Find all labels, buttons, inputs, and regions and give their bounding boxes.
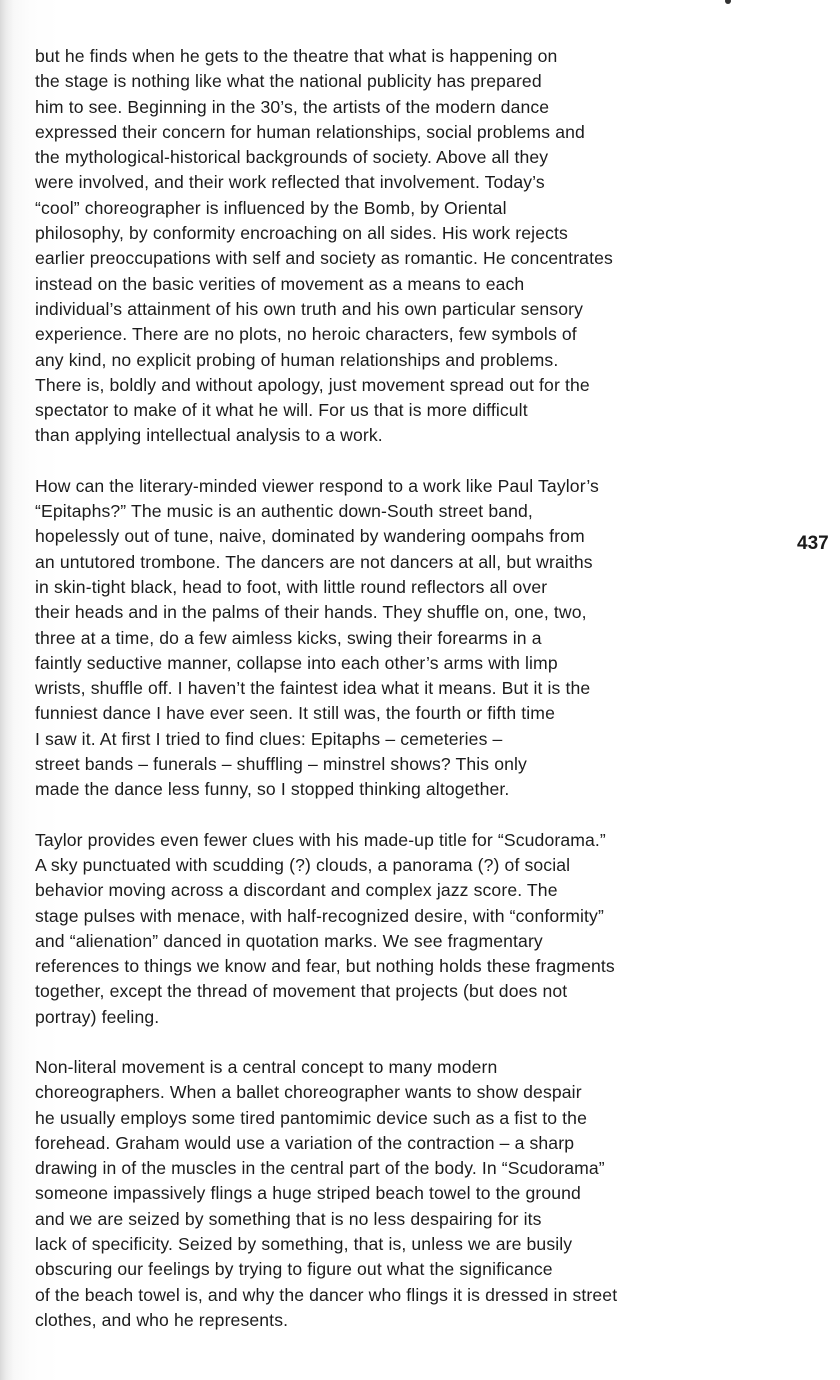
text-line: experience. There are no plots, no heroic characters, few symbols of	[35, 324, 577, 345]
text-line: someone impassively flings a huge striped beach towel to the ground	[35, 1183, 581, 1204]
text-line: forehead. Graham would use a variation of the contraction – a sharp	[35, 1132, 575, 1153]
corner-ink-mark	[725, 0, 731, 4]
text-line: wrists, shuffle off. I haven’t the faintest idea what it means. But it is the	[35, 678, 591, 699]
text-line: earlier preoccupations with self and society as romantic. He concentrates	[35, 248, 613, 269]
text-line: in skin-tight black, head to foot, with little round reflectors all over	[35, 576, 548, 597]
text-line: choreographers. When a ballet choreographer wants to show despair	[35, 1082, 582, 1103]
text-line: How can the literary-minded viewer respond to a work like Paul Taylor’s	[35, 475, 599, 496]
text-line: any kind, no explicit probing of human relationships and problems.	[35, 349, 559, 370]
text-line: clothes, and who he represents.	[35, 1309, 289, 1330]
text-line: the stage is nothing like what the national publicity has prepared	[35, 71, 542, 92]
text-line: faintly seductive manner, collapse into each other’s arms with limp	[35, 652, 558, 673]
paragraph-4	[35, 1055, 715, 1333]
text-line: “Epitaphs?” The music is an authentic down-South street band,	[35, 501, 533, 522]
text-column	[35, 44, 715, 1358]
text-line: expressed their concern for human relationships, social problems and	[35, 121, 585, 142]
text-line: Taylor provides even fewer clues with his made-up title for “Scudorama.”	[35, 829, 606, 850]
text-line: and we are seized by something that is no less despairing for its	[35, 1208, 542, 1229]
text-line: made the dance less funny, so I stopped thinking altogether.	[35, 779, 510, 800]
text-line: than applying intellectual analysis to a work.	[35, 425, 383, 446]
text-line: stage pulses with menace, with half-recognized desire, with “conformity”	[35, 905, 604, 926]
text-line: him to see. Beginning in the 30’s, the artists of the modern dance	[35, 96, 550, 117]
text-line: references to things we know and fear, but nothing holds these fragments	[35, 956, 615, 977]
text-line: drawing in of the muscles in the central part of the body. In “Scudorama”	[35, 1158, 605, 1179]
text-line: the mythological-historical backgrounds of society. Above all they	[35, 147, 549, 168]
text-line: I saw it. At first I tried to find clues: Epitaphs – cemeteries –	[35, 728, 503, 749]
text-line: “cool” choreographer is influenced by the Bomb, by Oriental	[35, 197, 507, 218]
text-line: their heads and in the palms of their hands. They shuffle on, one, two,	[35, 602, 587, 623]
text-line: Non-literal movement is a central concept to many modern	[35, 1056, 498, 1077]
text-line: funniest dance I have ever seen. It still was, the fourth or fifth time	[35, 703, 555, 724]
text-line: individual’s attainment of his own truth and his own particular sensory	[35, 298, 584, 319]
text-line: an untutored trombone. The dancers are not dancers at all, but wraiths	[35, 551, 593, 572]
text-line: were involved, and their work reflected that involvement. Today’s	[35, 172, 545, 193]
text-line: of the beach towel is, and why the dancer who flings it is dressed in street	[35, 1284, 618, 1305]
text-line: hopelessly out of tune, naive, dominated by wandering oompahs from	[35, 526, 585, 547]
text-line: he usually employs some tired pantomimic device such as a fist to the	[35, 1107, 587, 1128]
text-line: three at a time, do a few aimless kicks, swing their forearms in a	[35, 627, 542, 648]
text-line: instead on the basic verities of movement as a means to each	[35, 273, 525, 294]
text-line: There is, boldly and without apology, just movement spread out for the	[35, 374, 590, 395]
text-line: but he finds when he gets to the theatre that what is happening on	[35, 46, 558, 66]
paragraph-2	[35, 474, 715, 803]
text-line: behavior moving across a discordant and complex jazz score. The	[35, 880, 558, 901]
text-line: lack of specificity. Seized by something, that is, unless we are busily	[35, 1234, 573, 1255]
text-line: philosophy, by conformity encroaching on all sides. His work rejects	[35, 223, 568, 244]
paragraph-1	[35, 44, 715, 449]
text-line: spectator to make of it what he will. For us that is more difficult	[35, 400, 528, 421]
text-line: street bands – funerals – shuffling – minstrel shows? This only	[35, 754, 527, 775]
text-line: and “alienation” danced in quotation marks. We see fragmentary	[35, 930, 543, 951]
text-line: A sky punctuated with scudding (?) clouds, a panorama (?) of social	[35, 854, 571, 875]
text-line: obscuring our feelings by trying to figure out what the significance	[35, 1259, 553, 1280]
paragraph-3	[35, 828, 715, 1030]
text-line: portray) feeling.	[35, 1006, 160, 1027]
text-line: together, except the thread of movement that projects (but does not	[35, 981, 568, 1002]
page-number: 437	[797, 533, 829, 554]
